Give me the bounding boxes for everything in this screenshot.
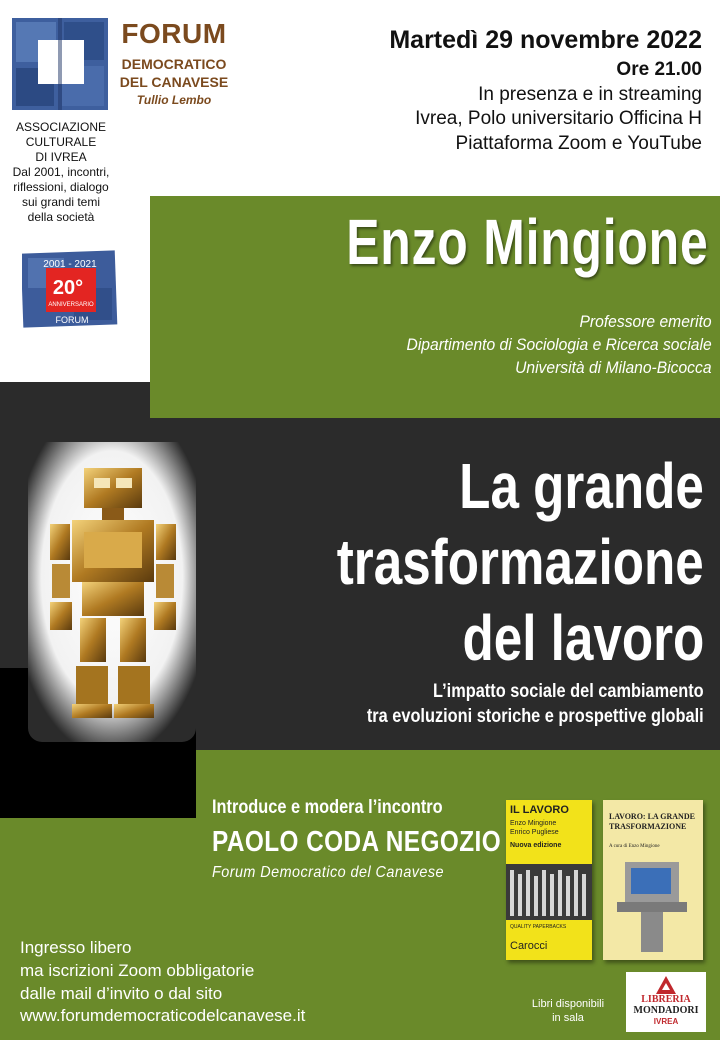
- brand-line-2: DEL CANAVESE: [119, 74, 229, 90]
- brand-subtitle: [116, 55, 232, 91]
- book-1-author-2: Enrico Pugliese: [510, 829, 559, 836]
- anniversary-badge: [22, 248, 118, 328]
- book-1-publisher: Carocci: [510, 940, 548, 952]
- book-cover-il-lavoro: [506, 800, 592, 960]
- book-2-title-2: TRASFORMAZIONE: [609, 822, 687, 831]
- mondadori-logo: [626, 972, 706, 1032]
- moderator-intro: Introduce e modera l’incontro: [212, 797, 443, 818]
- moderator-organization: Forum Democratico del Canavese: [212, 864, 444, 881]
- moderator-name: PAOLO CODA NEGOZIO: [212, 826, 502, 858]
- event-mode: In presenza e in streaming: [478, 84, 702, 105]
- book-1-edition: Nuova edizione: [510, 842, 562, 849]
- badge-years: 2001 - 2021: [43, 259, 97, 270]
- website-link[interactable]: www.forumdemocraticodelcanavese.it: [20, 1006, 306, 1025]
- invite-info: dalle mail d’invito o dal sito: [20, 984, 223, 1003]
- speaker-role: Professore emerito: [579, 312, 712, 331]
- talk-subtitle-line-2: tra evoluzioni storiche e prospettive globali: [367, 706, 704, 727]
- bookstore-line-3: IVREA: [653, 1017, 679, 1026]
- books-available-note: [520, 997, 616, 1025]
- bookstore-line-2: MONDADORI: [633, 1005, 699, 1016]
- robot-illustration: [28, 442, 196, 742]
- entry-info: Ingresso libero: [20, 938, 132, 957]
- association-line: riflessioni, dialogo: [13, 180, 109, 194]
- mondadori-emblem-icon: [656, 976, 676, 994]
- brand-author: Tullio Lembo: [136, 93, 212, 107]
- association-line: DI IVREA: [35, 150, 87, 164]
- books-available-line-2: in sala: [552, 1012, 584, 1024]
- book-1-title: IL LAVORO: [510, 804, 569, 816]
- brand-line-1: DEMOCRATICO: [121, 56, 227, 72]
- book-2-editor: A cura di Enzo Mingione: [609, 844, 660, 849]
- event-place: Ivrea, Polo universitario Officina H: [415, 108, 702, 129]
- book-cover-grande-trasformazione: [603, 800, 703, 960]
- book-1-series: QUALITY PAPERBACKS: [510, 924, 567, 930]
- talk-title-line-2: trasformazione: [336, 526, 704, 598]
- book-2-computer-figure: [617, 858, 693, 954]
- association-line: sui grandi temi: [21, 195, 101, 209]
- association-description: [2, 120, 120, 225]
- book-1-author-1: Enzo Mingione: [510, 820, 557, 827]
- book-2-title-1: LAVORO: LA GRANDE: [609, 812, 695, 821]
- badge-label: ANNIVERSARIO: [48, 302, 94, 308]
- badge-number: 20°: [52, 277, 84, 299]
- event-date: Martedì 29 novembre 2022: [389, 26, 702, 54]
- book-1-photo: [506, 864, 592, 920]
- books-available-line-1: Libri disponibili: [531, 998, 605, 1010]
- event-platforms: Piattaforma Zoom e YouTube: [455, 133, 702, 154]
- talk-subtitle-line-1: L’impatto sociale del cambiamento: [433, 681, 704, 702]
- speaker-department: Dipartimento di Sociologia e Ricerca sociale: [406, 335, 712, 354]
- badge-footer: FORUM: [55, 315, 89, 325]
- talk-title-line-1: La grande: [459, 450, 704, 522]
- talk-title-line-3: del lavoro: [462, 602, 704, 674]
- speaker-name: Enzo Mingione: [345, 206, 708, 278]
- association-line: della società: [27, 210, 95, 224]
- event-time: Ore 21.00: [616, 59, 702, 80]
- association-line: Dal 2001, incontri,: [12, 165, 110, 179]
- association-line: CULTURALE: [25, 135, 97, 149]
- brand-title: FORUM: [121, 18, 227, 49]
- registration-info: ma iscrizioni Zoom obbligatorie: [20, 961, 255, 980]
- forum-logo: [12, 18, 108, 110]
- association-line: ASSOCIAZIONE: [15, 120, 107, 134]
- bookstore-line-1: LIBRERIA: [641, 994, 691, 1005]
- speaker-university: Università di Milano-Bicocca: [515, 358, 712, 377]
